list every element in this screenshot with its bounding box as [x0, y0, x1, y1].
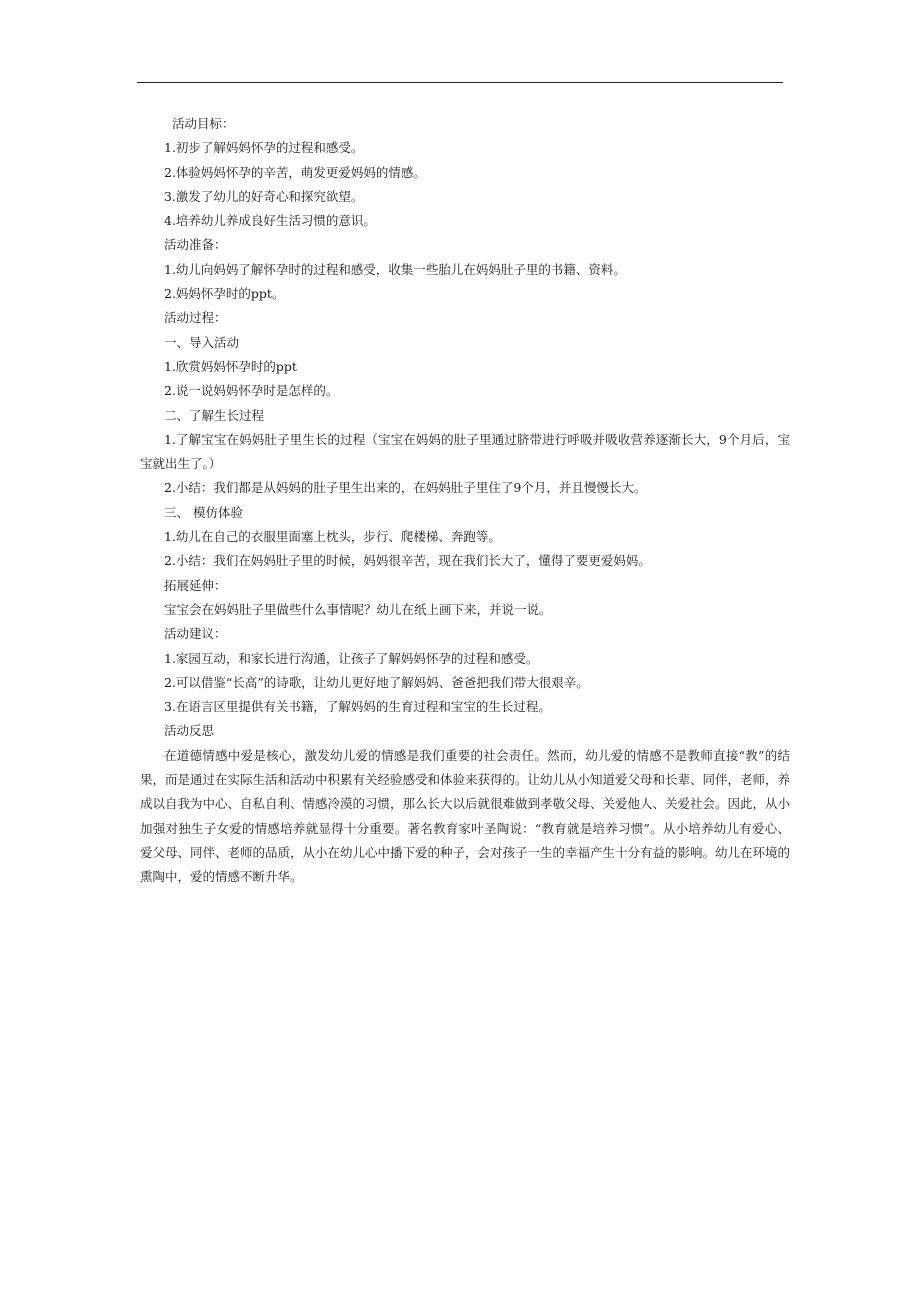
text-line: 3.在语言区里提供有关书籍，了解妈妈的生育过程和宝宝的生长过程。: [164, 699, 551, 715]
text-line: 2.小结：我们都是从妈妈的肚子里生出来的，在妈妈肚子里住了9个月，并且慢慢长大。: [164, 480, 647, 496]
text-line: 二、了解生长过程: [164, 407, 265, 423]
text-line: 2.说一说妈妈怀孕时是怎样的。: [164, 383, 339, 399]
lines-block-1: [140, 112, 792, 428]
text-line: 1.幼儿在自己的衣服里面塞上枕头，步行、爬楼梯、奔跑等。: [164, 529, 501, 545]
text-line: 活动反思: [164, 723, 215, 739]
text-line: 拓展延伸：: [164, 577, 227, 593]
text-line: 4.培养幼儿养成良好生活习惯的意识。: [164, 213, 376, 229]
text-line: 2.可以借鉴“长高”的诗歌，让幼儿更好地了解妈妈、爸爸把我们带大很艰辛。: [164, 674, 589, 690]
text-line: 活动准备：: [164, 237, 227, 253]
text-line: 3.激发了幼儿的好奇心和探究欲望。: [164, 188, 364, 204]
text-line: 1.幼儿向妈妈了解怀孕时的过程和感受，收集一些胎儿在妈妈肚子里的书籍、资料。: [164, 261, 626, 277]
text-line: 1.家园互动，和家长进行沟通，让孩子了解妈妈怀孕的过程和感受。: [164, 650, 539, 666]
text-line: 活动目标：: [172, 116, 235, 131]
text-line: 2.小结：我们在妈妈肚子里的时候，妈妈很辛苦，现在我们长大了，懂得了要更爱妈妈。: [164, 553, 651, 569]
text-line: 1.欣赏妈妈怀孕时的ppt: [164, 358, 297, 374]
text-line: 活动过程：: [164, 310, 227, 326]
paragraph-growth-process: 1.了解宝宝在妈妈肚子里生长的过程（宝宝在妈妈的肚子里通过脐带进行呼吸并吸收营养逐渐长大，9个月后，宝宝就出生了。）: [140, 431, 790, 472]
text-line: 宝宝会在妈妈肚子里做些什么事情呢？幼儿在纸上画下来，并说一说。: [164, 601, 552, 617]
text-line: 2.体验妈妈怀孕的辛苦，萌发更爱妈妈的情感。: [164, 164, 426, 180]
text-line: 2.妈妈怀孕时的ppt。: [164, 286, 285, 302]
lines-block-2: [140, 476, 792, 743]
text-line: 一、导入活动: [164, 334, 240, 350]
text-line: 活动建议：: [164, 626, 227, 642]
document-body: [140, 112, 792, 890]
header-rule: [137, 82, 783, 83]
text-line: 三、 模仿体验: [164, 504, 243, 520]
paragraph-reflection: 在道德情感中爱是核心，激发幼儿爱的情感是我们重要的社会责任。然而，幼儿爱的情感不是教师直接“教”的结果，而是通过在实际生活和活动中积累有关经验感受和体验来获得的。让幼儿从小知道爱父母和长辈、同伴，老师，养成以自我为中心、自私自利、情感冷漠的习惯，那么长大以后就很难做到孝敬父母、关爱他人、关爱社会。因此，从小加强对独生子女爱的情感培养就显得十分重要。著名教育家叶圣陶说：“教育就是培养习惯”。从小培养幼儿有爱心、爱父母、同伴、老师的品质，从小在幼儿心中播下爱的种子，会对孩子一生的幸福产生十分有益的影响。幼儿在环境的熏陶中，爱的情感不断升华。: [140, 747, 791, 885]
text-line: 1.初步了解妈妈怀孕的过程和感受。: [164, 140, 364, 156]
